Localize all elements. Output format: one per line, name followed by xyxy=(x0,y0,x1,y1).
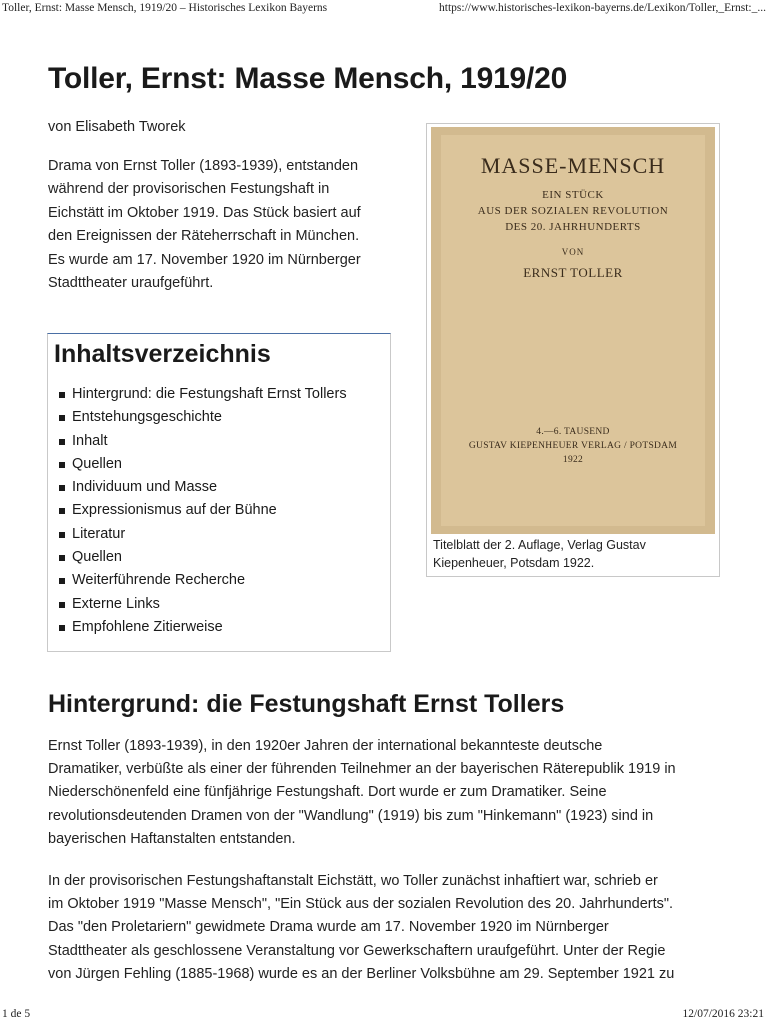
toc-item-label[interactable]: Literatur xyxy=(72,525,126,542)
cover-subtitle-line: AUS DER SOZIALEN REVOLUTION xyxy=(477,205,669,217)
print-datetime: 12/07/2016 23:21 xyxy=(682,1008,764,1020)
paragraph-line: revolutionsdeutenden Dramen von der "Wandlung" (1919) bis zum "Hinkemann" (1923) sind in xyxy=(48,807,654,824)
article-author: von Elisabeth Tworek xyxy=(48,119,186,135)
toc-item[interactable] xyxy=(59,546,347,569)
cover-subtitle-line: EIN STÜCK xyxy=(542,189,604,201)
paragraph-line: Dramatiker, verbüßte als einer der führenden Teilnehmer an der bayerischen Räterepublik 1919 in xyxy=(48,761,676,778)
toc-item[interactable] xyxy=(59,430,347,453)
page-number: 1 de 5 xyxy=(2,1008,31,1020)
toc-item-label[interactable]: Weiterführende Recherche xyxy=(72,572,246,589)
paragraph-line: von Jürgen Fehling (1885-1968) wurde es an der Berliner Volksbühne am 29. September 1921 zu xyxy=(48,965,675,982)
cover-imprint-line: 1922 xyxy=(562,455,584,465)
intro-line: Drama von Ernst Toller (1893-1939), entstanden xyxy=(48,158,359,174)
intro-line: während der provisorischen Festungshaft in xyxy=(48,181,330,198)
square-bullet-icon xyxy=(59,415,65,421)
cover-subtitle-line: DES 20. JAHRHUNDERTS xyxy=(505,221,641,233)
cover-subtitle xyxy=(431,187,715,235)
cover-imprint-line: 4.—6. TAUSEND xyxy=(536,427,610,437)
toc-item[interactable] xyxy=(59,383,347,406)
toc-title: Inhaltsverzeichnis xyxy=(54,340,271,368)
toc-item-label[interactable]: Quellen xyxy=(72,455,122,472)
toc-item[interactable] xyxy=(59,499,347,522)
intro-paragraph xyxy=(48,155,393,295)
toc-item-label[interactable]: Entstehungsgeschichte xyxy=(72,409,222,426)
caption-line: Kiepenheuer, Potsdam 1922. xyxy=(433,556,595,570)
paragraph-line: In der provisorischen Festungshaftanstalt Eichstätt, wo Toller zunächst inhaftiert war, schrieb er xyxy=(48,873,658,889)
toc-item[interactable] xyxy=(59,523,347,546)
print-header-title: Toller, Ernst: Masse Mensch, 1919/20 – Historisches Lexikon Bayerns xyxy=(2,2,328,14)
toc-item-label[interactable]: Hintergrund: die Festungshaft Ernst Tollers xyxy=(72,386,347,402)
paragraph-line: Niederschönenfeld eine fünfjährige Festungshaft. Dort wurde er zum Dramatiker. Seine xyxy=(48,784,607,801)
square-bullet-icon xyxy=(59,462,65,468)
square-bullet-icon xyxy=(59,485,65,491)
square-bullet-icon xyxy=(59,508,65,514)
section-paragraph-1 xyxy=(48,735,728,851)
intro-line: Eichstätt im Oktober 1919. Das Stück basiert auf xyxy=(48,204,361,221)
paragraph-line: im Oktober 1919 "Masse Mensch", "Ein Stück aus der sozialen Revolution des 20. Jahrhunderts". xyxy=(48,896,674,913)
page-title: Toller, Ernst: Masse Mensch, 1919/20 xyxy=(48,62,568,95)
cover-author: ERNST TOLLER xyxy=(523,265,623,280)
paragraph-line: bayerischen Haftanstalten entstanden. xyxy=(48,830,296,847)
square-bullet-icon xyxy=(59,578,65,584)
toc-item-label[interactable]: Expressionismus auf der Bühne xyxy=(72,502,277,519)
table-of-contents xyxy=(47,333,391,652)
toc-item[interactable] xyxy=(59,406,347,429)
toc-item[interactable] xyxy=(59,476,347,499)
section-heading: Hintergrund: die Festungshaft Ernst Tollers xyxy=(48,690,565,718)
toc-item-label[interactable]: Individuum und Masse xyxy=(72,479,218,496)
paragraph-line: Stadttheater als geschlossene Veranstaltung vor Gewerkschaftern uraufgeführt. Unter der Regie xyxy=(48,942,666,959)
caption-line: Titelblatt der 2. Auflage, Verlag Gustav xyxy=(433,538,646,552)
square-bullet-icon xyxy=(59,602,65,608)
toc-item[interactable] xyxy=(59,616,347,639)
cover-von: VON xyxy=(561,247,585,257)
paragraph-line: Das "den Proletariern" gewidmete Drama wurde am 17. November 1920 im Nürnberger xyxy=(48,919,609,936)
square-bullet-icon xyxy=(59,555,65,561)
print-header-url[interactable]: https://www.historisches-lexikon-bayerns.de/Lexikon/Toller,_Ernst:_... xyxy=(439,2,766,14)
print-header xyxy=(0,0,768,20)
toc-item-label[interactable]: Empfohlene Zitierweise xyxy=(72,618,223,635)
cover-imprint-line: GUSTAV KIEPENHEUER VERLAG / POTSDAM xyxy=(468,441,678,451)
title-page-figure xyxy=(426,123,720,577)
intro-line: Stadttheater uraufgeführt. xyxy=(48,275,214,292)
section-paragraph-2 xyxy=(48,870,728,986)
cover-title: MASSE-MENSCH xyxy=(480,153,666,178)
toc-item[interactable] xyxy=(59,593,347,616)
square-bullet-icon xyxy=(59,625,65,631)
book-cover-image[interactable] xyxy=(431,127,715,534)
toc-item-label[interactable]: Externe Links xyxy=(72,595,160,612)
toc-list xyxy=(59,383,347,639)
square-bullet-icon xyxy=(59,392,65,398)
cover-imprint xyxy=(431,425,715,467)
intro-line: Es wurde am 17. November 1920 im Nürnberger xyxy=(48,251,361,268)
toc-item-label[interactable]: Inhalt xyxy=(72,432,108,449)
figure-caption xyxy=(433,536,713,572)
square-bullet-icon xyxy=(59,439,65,445)
intro-line: den Ereignissen der Räteherrschaft in München. xyxy=(48,228,360,245)
toc-item[interactable] xyxy=(59,569,347,592)
print-footer xyxy=(0,1006,768,1024)
toc-item[interactable] xyxy=(59,453,347,476)
toc-item-label[interactable]: Quellen xyxy=(72,549,122,566)
square-bullet-icon xyxy=(59,532,65,538)
paragraph-line: Ernst Toller (1893-1939), in den 1920er Jahren der international bekannteste deutsche xyxy=(48,738,603,754)
